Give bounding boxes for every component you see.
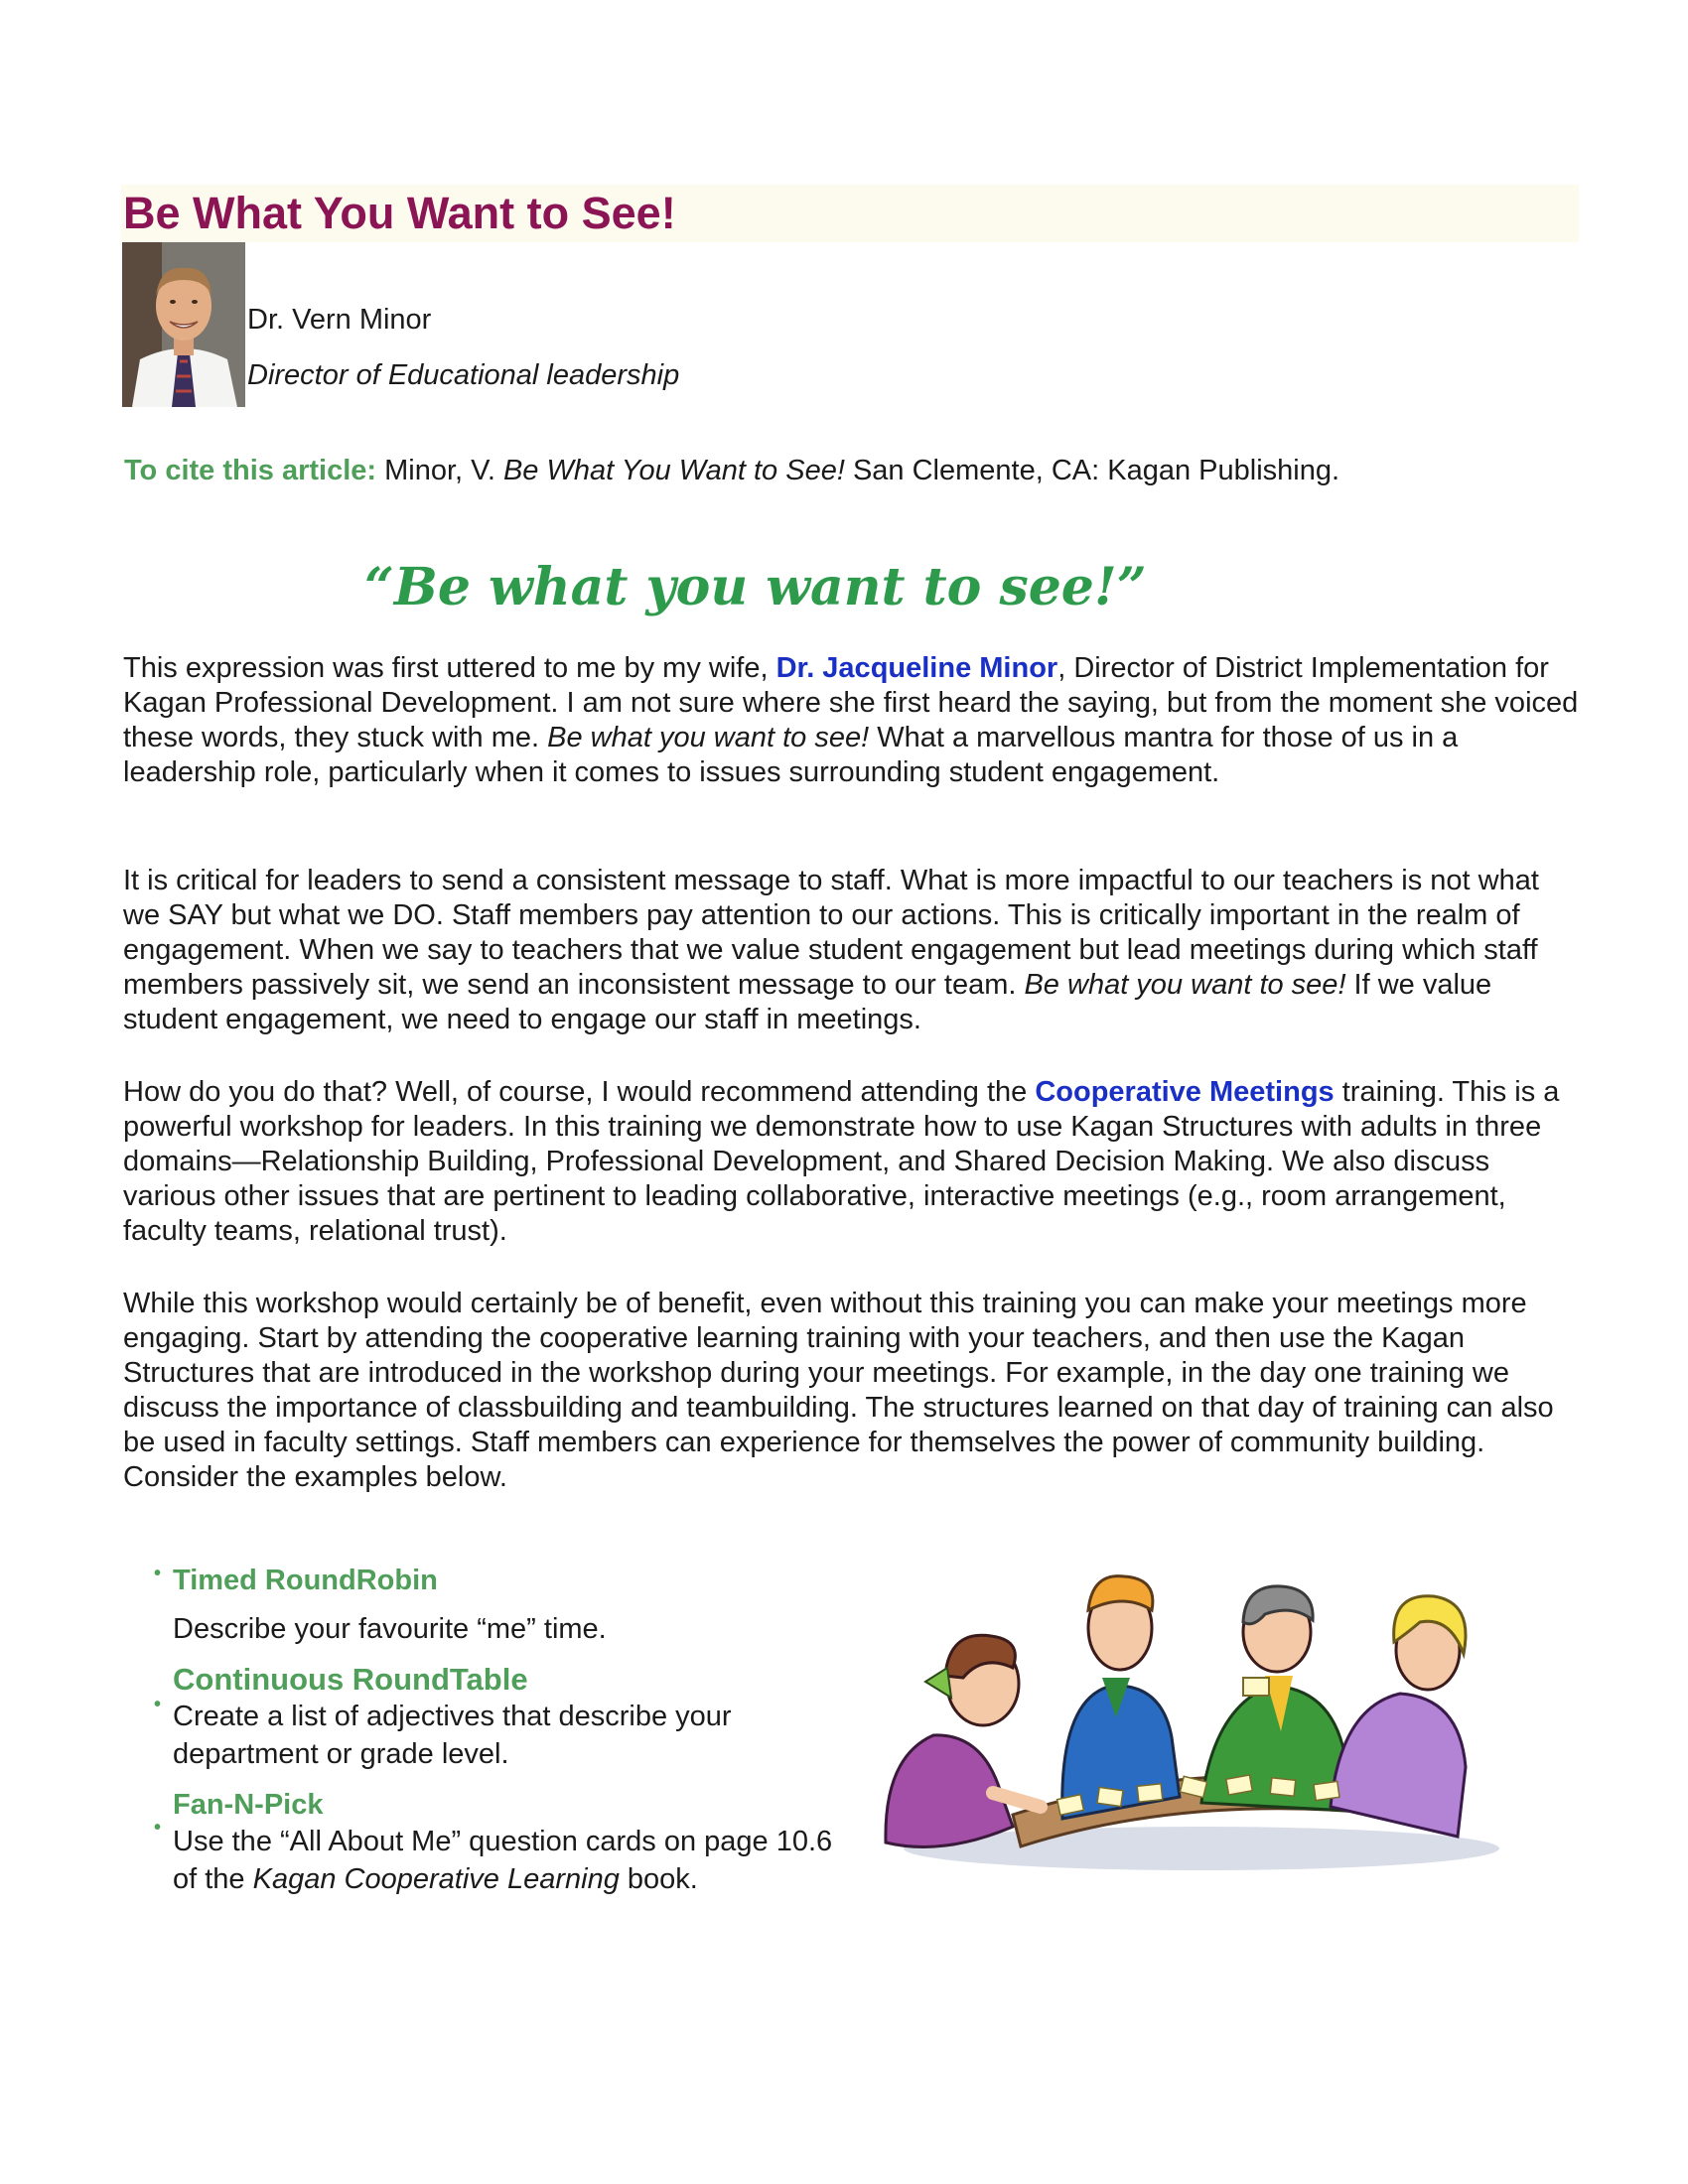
example-title: Timed RoundRobin [173, 1565, 438, 1596]
article-title: Be What You Want to See! [123, 188, 676, 238]
example-description [173, 1823, 844, 1898]
example-description: Create a list of adjectives that describe your department or grade level. [173, 1701, 732, 1770]
paragraph-emphasis: Be what you want to see! [1024, 969, 1346, 1001]
citation-title: Be What You Want to See! [502, 455, 845, 486]
paragraph-text: It is critical for leaders to send a consistent message to staff. What is more impactful to our teachers is not what we SAY but what we DO. Staff members pay attention to our actions. This is critically important in the realm of engagement. When we say to teachers that we value student engagement but lead meetings during which staff members passively sit, we send an inconsistent message to our team. [123, 865, 1539, 1001]
bullet-icon: • [154, 1817, 162, 1839]
example-text: book. [619, 1863, 698, 1895]
paragraph-2 [123, 864, 1583, 1037]
author-name: Dr. Vern Minor [247, 304, 432, 336]
cooperative-meetings-link[interactable]: Cooperative Meetings [1035, 1076, 1335, 1108]
citation-text: Minor, V. [376, 455, 503, 486]
paragraph-text: How do you do that? Well, of course, I would recommend attending the [123, 1076, 1036, 1108]
paragraph-text: While this workshop would certainly be of benefit, even without this training you can make your meetings more engaging. Start by attending the cooperative learning training with your teachers, and then use the Kagan Structures that are introduced in the workshop during your meetings. For example, in the day one training we discuss the importance of classbuilding and teambuilding. The structures learned on that day of training can also be used in faculty settings. Staff members can experience for themselves the power of community building. Consider the examples below. [123, 1288, 1554, 1493]
paragraph-text: , Director of District Implementation for Kagan Professional Development. I am not sure where she first heard the saying, but from the moment she voiced these words, they stuck with me. [123, 652, 1579, 753]
paragraph-text: training. This is a powerful workshop for leaders. In this training we demonstrate how to use Kagan Structures with adults in three domains—Relationship Building, Professional Development, and Shared Decision Making. We also discuss various other issues that are pertinent to leading collaborative, interactive meetings (e.g., room arrangement, faculty teams, relational trust). [123, 1076, 1560, 1247]
example-description: Describe your favourite “me” time. [173, 1613, 607, 1645]
citation-label: To cite this article: [124, 455, 377, 486]
citation [124, 453, 1339, 488]
author-role: Director of Educational leadership [247, 359, 680, 391]
paragraph-text: If we value student engagement, we need to engage our staff in meetings. [123, 969, 1492, 1035]
example-title: Continuous RoundTable [173, 1662, 528, 1697]
list-item [149, 1787, 844, 1898]
jacqueline-minor-link[interactable]: Dr. Jacqueline Minor [775, 652, 1058, 684]
paragraph-3 [123, 1075, 1583, 1249]
example-title: Fan-N-Pick [173, 1789, 324, 1821]
citation-publisher: San Clemente, CA: Kagan Publishing. [844, 455, 1340, 486]
team-meeting-illustration [864, 1559, 1527, 1874]
pull-quote: “Be what you want to see!” [364, 557, 1147, 617]
paragraph-emphasis: Be what you want to see! [547, 722, 870, 753]
paragraph-text: What a marvellous mantra for those of us in a leadership role, particularly when it comes to issues surrounding student engagement. [123, 722, 1459, 788]
example-text: Use the “All About Me” question cards on page 10.6 of the [173, 1826, 833, 1895]
list-item [149, 1662, 844, 1773]
paragraph-text: This expression was first uttered to me by my wife, [123, 652, 776, 684]
bullet-icon: • [154, 1563, 162, 1584]
bullet-icon: • [154, 1694, 162, 1715]
paragraph-4 [123, 1287, 1583, 1495]
examples-list [149, 1563, 844, 1898]
list-item [149, 1563, 844, 1648]
author-photo [122, 242, 245, 407]
book-title: Kagan Cooperative Learning [252, 1863, 620, 1895]
paragraph-1 [123, 651, 1583, 790]
